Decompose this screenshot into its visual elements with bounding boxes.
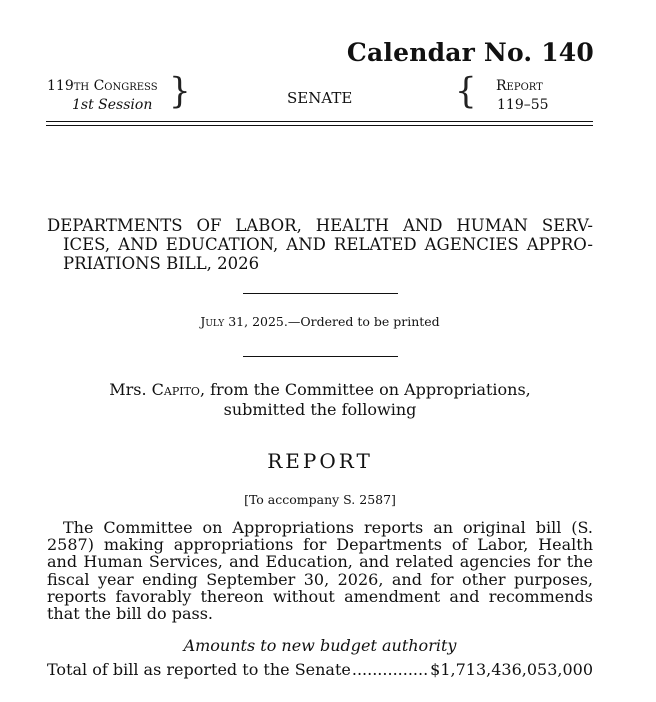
total-label: Total of bill as reported to the Senate: [47, 660, 351, 679]
chamber-label: SENATE: [287, 89, 353, 107]
report-body: The Committee on Appropriations reports an original bill (S. 2587) making appropriations for Departments of Labor, Health and Human Services, and Education, and related agencies for the fiscal year ending September 30, 2026, and for other purposes, reports favorably thereon without amendment and recommends that the bill do pass.: [47, 518, 593, 624]
sponsor-statement: [0, 380, 640, 420]
calendar-number: Calendar No. 140: [346, 38, 594, 67]
total-value: $1,713,436,053,000: [430, 660, 593, 679]
report-heading: REPORT: [267, 449, 373, 473]
right-brace-icon: }: [169, 70, 191, 112]
title-line: DEPARTMENTS OF LABOR, HEALTH AND HUMAN SERV-: [47, 216, 593, 235]
report-number: 119–55: [497, 97, 549, 113]
congress-session: [47, 77, 158, 115]
sponsor-prefix: Mrs.: [109, 380, 152, 399]
title-line: ICES, AND EDUCATION, AND RELATED AGENCIES APPRO-: [63, 235, 593, 254]
header-rule-bottom: [46, 125, 593, 126]
congress-label: 119th Congress: [47, 78, 158, 94]
leader-dots: [352, 660, 428, 679]
left-brace-icon: {: [455, 70, 477, 112]
sponsor-committee: , from the Committee on Appropriations,: [199, 380, 531, 399]
bill-title: [47, 216, 593, 273]
amounts-heading: Amounts to new budget authority: [183, 636, 457, 655]
divider: [243, 293, 398, 294]
title-line: PRIATIONS BILL, 2026: [63, 254, 260, 273]
sponsor-submitted: submitted the following: [223, 400, 417, 419]
report-number-block: [496, 77, 549, 115]
divider: [243, 356, 398, 357]
accompany-note: [To accompany S. 2587]: [244, 492, 396, 507]
header-rule-top: [46, 121, 593, 122]
ordered-text: .—Ordered to be printed: [283, 314, 440, 329]
ordered-date: July 31, 2025: [200, 314, 284, 329]
total-row: [47, 660, 593, 679]
sponsor-name: Capito: [151, 380, 200, 399]
session-label: 1st Session: [72, 97, 153, 113]
report-label: Report: [496, 78, 543, 94]
ordered-printed: [0, 314, 640, 329]
